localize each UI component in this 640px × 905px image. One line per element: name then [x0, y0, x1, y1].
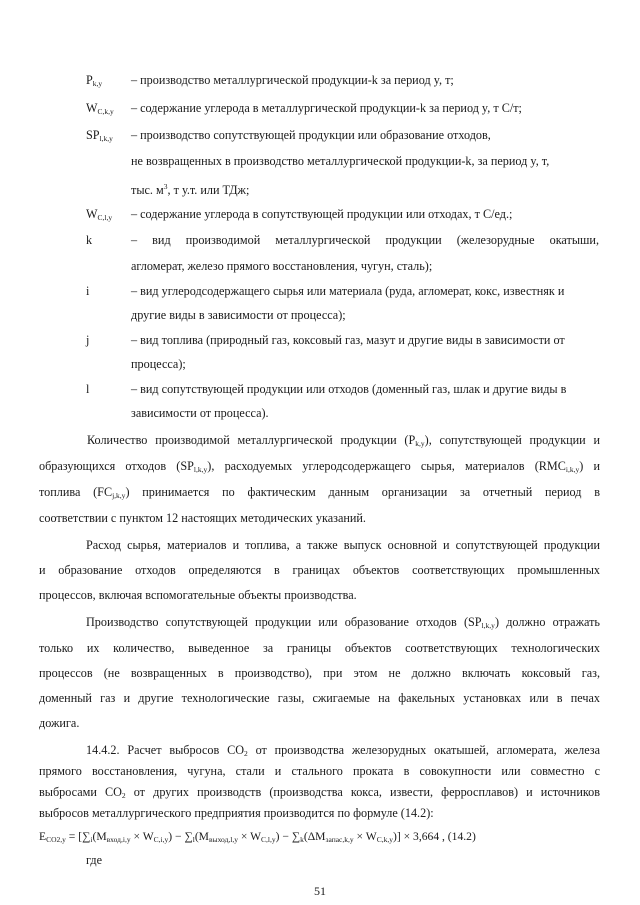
symbol-w-cky: $W_{C,k,y}$	[86, 101, 114, 116]
page-number: 51	[314, 884, 326, 898]
paragraph-line: и образование отходов определяются в границах объектов соответствующих промышленных	[39, 563, 600, 577]
paragraph-line: процессов (не возвращенных в производство), при этом не должно включать коксовый газ,	[39, 666, 600, 680]
paragraph-line: Производство сопутствующей продукции или образование отходов $(SP_{l,k,y})$ должно отражать	[86, 615, 600, 630]
paragraph-line: доменный газ и другие технологические газы, сжигаемые на факельных установках или в печах	[39, 691, 600, 705]
definition-text: – вид топлива (природный газ, коксовый газ, мазут и другие виды в зависимости от	[131, 333, 565, 347]
definition-text-continued: другие виды в зависимости от процесса);	[131, 308, 346, 322]
definition-text: – вид углеродсодержащего сырья или материала (руда, агломерат, кокс, известняк и	[131, 284, 565, 298]
paragraph-line: дожига.	[39, 716, 80, 730]
definition-text-continued: агломерат, железо прямого восстановления, чугун, сталь);	[131, 259, 433, 273]
formula-14-2: $E_{CO2,y} = [\sum_i(M_{вход,i,y} \times W_{C,i,y}) - \sum_l(M_{выход,l,y} \times W_{C,l,y}) - \sum_k(\Delta M_{запас,k,y} \times W_{C,k,y})] \times 3,664$ , (14.2)	[39, 830, 476, 844]
symbol-p-ky: $P_{k,y}$	[86, 73, 103, 88]
definition-text: – производство сопутствующей продукции или образование отходов,	[131, 128, 491, 142]
symbol-sp-lky: $SP_{l,k,y}$	[86, 128, 113, 143]
paragraph-line: образующихся отходов $(SP_{l,k,y})$, расходуемых углеродсодержащего сырья, материалов $(RMC_{i,k,y})$ и	[39, 459, 600, 474]
definition-text-continued: тыс. $м^3$, т у.т. или ТДж;	[131, 182, 250, 197]
definition-text-continued: процесса);	[131, 357, 186, 371]
paragraph-line: прямого восстановления, чугуна, стали и стального проката в совокупности или совместно с	[39, 764, 600, 778]
definition-text: – вид сопутствующей продукции или отходов (доменный газ, шлак и другие виды в	[131, 382, 567, 396]
where-label: где	[86, 853, 103, 867]
paragraph-line: Расход сырья, материалов и топлива, а также выпуск основной и сопутствующей продукции	[86, 538, 600, 552]
paragraph-line: выбросов металлургического предприятия производится по формуле (14.2):	[39, 806, 434, 820]
paragraph-line: выбросами $CO_2$ от других производств (производства кокса, извести, ферросплавов) и источников	[39, 785, 600, 800]
symbol-i: i	[86, 284, 90, 298]
paragraph-line: Количество производимой металлургической продукции $(P_{k,y})$, сопутствующей продукции и	[87, 433, 601, 448]
paragraph-line: 14.4.2. Расчет выбросов $CO_2$ от производства железорудных окатышей, агломерата, железа	[86, 743, 600, 758]
symbol-k: k	[86, 233, 93, 247]
paragraph-line: только их количество, выведенное за границы объектов соответствующих технологических	[39, 641, 600, 655]
definition-text-continued: зависимости от процесса).	[131, 406, 269, 420]
definition-text: – содержание углерода в сопутствующей продукции или отходах, т С/ед.;	[131, 207, 513, 221]
paragraph-line: соответствии с пунктом 12 настоящих методических указаний.	[39, 511, 366, 525]
symbol-l: l	[86, 382, 90, 396]
symbol-w-cly: $W_{C,l,y}$	[86, 207, 113, 222]
symbol-j: j	[86, 333, 90, 347]
paragraph-line: процессов, включая вспомогательные объекты производства.	[39, 588, 357, 602]
definition-text: – содержание углерода в металлургической продукции-k за период y, т С/т;	[131, 101, 522, 115]
definition-text: – производство металлургической продукции-k за период y, т;	[131, 73, 454, 87]
definition-text: – вид производимой металлургической продукции (железорудные окатыши,	[131, 233, 599, 247]
paragraph-line: топлива $(FC_{j,k,y})$ принимается по фактическим данным организации за отчетный период в	[39, 485, 600, 500]
definition-text-continued: не возвращенных в производство металлургической продукции-k, за период y, т,	[131, 154, 550, 168]
